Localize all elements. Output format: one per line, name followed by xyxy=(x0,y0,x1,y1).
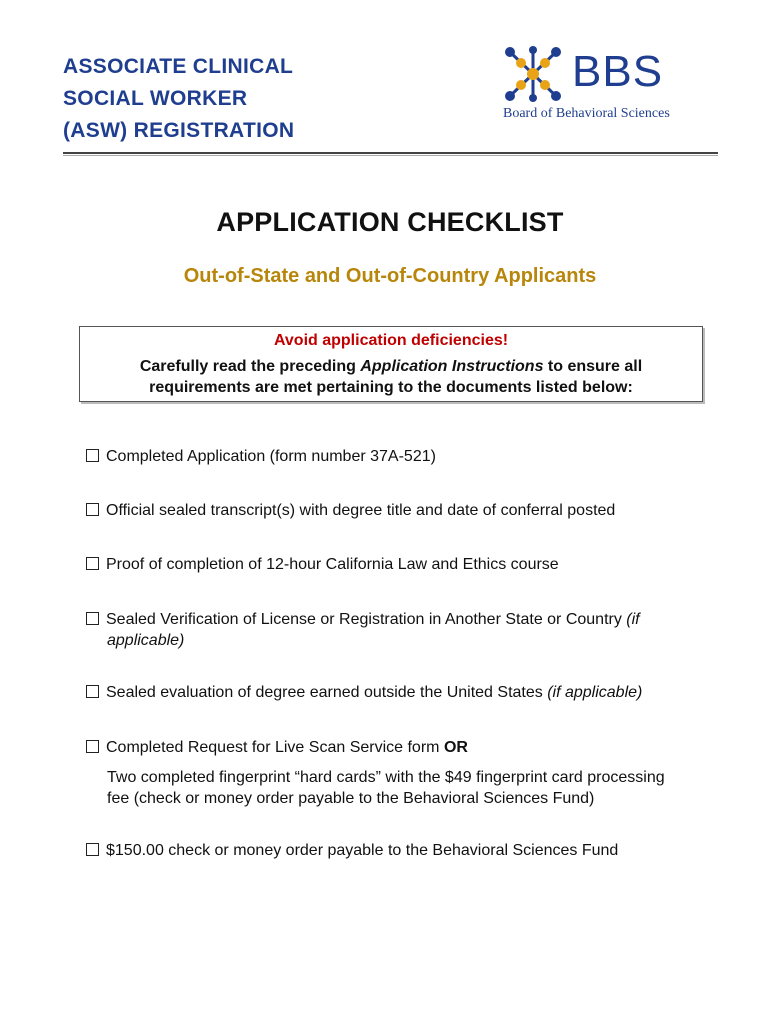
header-divider xyxy=(63,152,718,154)
checklist-item xyxy=(86,840,716,861)
checkbox-icon[interactable] xyxy=(86,843,99,856)
notice-instructions-ref: Application Instructions xyxy=(360,358,544,375)
checkbox-icon[interactable] xyxy=(86,612,99,625)
checklist-item xyxy=(86,737,716,809)
checklist-item xyxy=(86,500,716,521)
notice-line2: requirements are met pertaining to the documents listed below: xyxy=(149,379,633,396)
checklist-item xyxy=(86,554,716,575)
checkbox-icon[interactable] xyxy=(86,685,99,698)
deficiency-notice-box xyxy=(79,326,703,402)
checklist-item xyxy=(86,446,716,467)
checklist-title: APPLICATION CHECKLIST xyxy=(216,207,564,237)
notice-body xyxy=(80,356,702,398)
item-alternative xyxy=(86,767,716,809)
registration-title xyxy=(63,51,294,147)
item-text: Sealed evaluation of degree earned outside the United States xyxy=(106,684,548,701)
item-text: Completed Application (form number 37A-521) xyxy=(106,448,436,465)
checkbox-icon[interactable] xyxy=(86,449,99,462)
checkbox-icon[interactable] xyxy=(86,503,99,516)
notice-heading: Avoid application deficiencies! xyxy=(273,332,509,349)
logo-subtitle: Board of Behavioral Sciences xyxy=(503,106,670,121)
notice-line1-post: to ensure all xyxy=(543,358,643,375)
alternative-line-1: Two completed fingerprint “hard cards” with the $49 fingerprint card processing xyxy=(107,769,665,786)
title-line-1: ASSOCIATE CLINICAL xyxy=(63,55,294,78)
logo-wordmark: BBS xyxy=(572,47,664,96)
checklist-subtitle: Out-of-State and Out-of-Country Applicants xyxy=(183,265,597,287)
checkbox-icon[interactable] xyxy=(86,557,99,570)
item-qualifier: (if applicable) xyxy=(547,684,643,701)
title-line-3: (ASW) REGISTRATION xyxy=(63,119,295,142)
item-or: OR xyxy=(443,739,468,756)
header-divider-thin xyxy=(63,155,718,156)
checklist-item xyxy=(86,609,716,651)
title-line-2: SOCIAL WORKER xyxy=(63,87,248,110)
item-text: $150.00 check or money order payable to the Behavioral Sciences Fund xyxy=(106,842,619,859)
item-text: Completed Request for Live Scan Service form xyxy=(106,739,444,756)
checkbox-icon[interactable] xyxy=(86,740,99,753)
bbs-logo xyxy=(500,44,700,124)
bbs-network-logo-icon xyxy=(500,44,566,104)
item-text: Official sealed transcript(s) with degree title and date of conferral posted xyxy=(106,502,616,519)
alternative-line-2: fee (check or money order payable to the Behavioral Sciences Fund) xyxy=(107,790,595,807)
item-qualifier-cont: applicable) xyxy=(107,632,185,649)
item-qualifier: (if xyxy=(626,611,640,628)
item-text: Sealed Verification of License or Registration in Another State or Country xyxy=(106,611,627,628)
item-text: Proof of completion of 12-hour California Law and Ethics course xyxy=(106,556,559,573)
checklist-item xyxy=(86,682,716,703)
notice-line1-pre: Carefully read the preceding xyxy=(139,358,361,375)
